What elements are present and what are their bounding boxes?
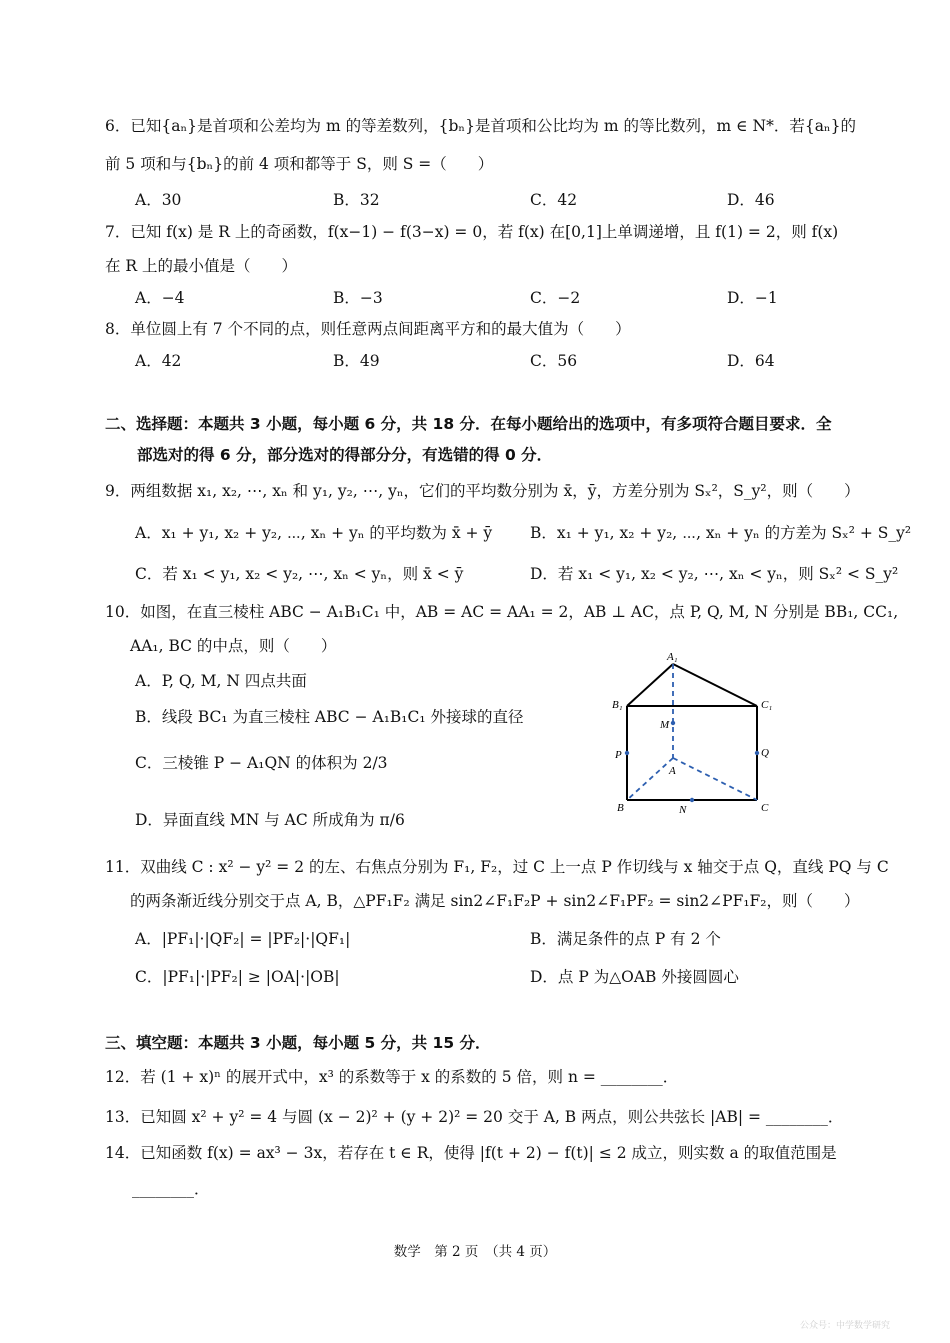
- q6-line1: 6．已知{aₙ}是首项和公差均为 m 的等差数列，{bₙ}是首项和公比均为 m 的等比数列，m ∈ N*．若{aₙ}的: [105, 117, 856, 135]
- q8-line1: 8．单位圆上有 7 个不同的点，则任意两点间距离平方和的最大值为（ ）: [105, 320, 631, 338]
- q6-option-d: D．46: [727, 191, 775, 209]
- q9-option-a: A．x₁ + y₁, x₂ + y₂, ⋯, xₙ + yₙ 的平均数为 x̄ + ȳ: [135, 524, 493, 542]
- q9-option-c: C．若 x₁ < y₁, x₂ < y₂, ⋯, xₙ < yₙ，则 x̄ < ȳ: [135, 565, 464, 583]
- q6-option-c: C．42: [530, 191, 578, 209]
- q9-option-b: B．x₁ + y₁, x₂ + y₂, ⋯, xₙ + yₙ 的方差为 Sₓ² + S_y²: [530, 524, 912, 542]
- q12-line1: 12．若 (1 + x)ⁿ 的展开式中，x³ 的系数等于 x 的系数的 5 倍，则 n = ________．: [105, 1068, 679, 1086]
- point-p: [625, 751, 629, 755]
- q9-option-d: D．若 x₁ < y₁, x₂ < y₂, ⋯, xₙ < yₙ，则 Sₓ² < S_y²: [530, 565, 899, 583]
- label-p: P: [615, 749, 622, 761]
- q8-option-a: A．42: [135, 352, 182, 370]
- point-m: [671, 721, 675, 725]
- edge-ac-hidden: [673, 758, 757, 800]
- edge-a1b1: [627, 664, 673, 706]
- q13-line1: 13．已知圆 x² + y² = 4 与圆 (x − 2)² + (y + 2)² = 20 交于 A, B 两点，则公共弦长 |AB| = ________．: [105, 1108, 844, 1126]
- q14-line1: 14．已知函数 f(x) = ax³ − 3x，若存在 t ∈ R，使得 |f(t + 2) − f(t)| ≤ 2 成立，则实数 a 的取值范围是: [105, 1144, 837, 1162]
- q7-line1: 7．已知 f(x) 是 R 上的奇函数，f(x−1) − f(3−x) = 0，若 f(x) 在[0,1]上单调递增，且 f(1) = 2，则 f(x): [105, 223, 839, 241]
- q14-line2: ________．: [132, 1180, 210, 1198]
- label-b: B: [617, 802, 624, 814]
- q6-line2: 前 5 项和与{bₙ}的前 4 项和都等于 S，则 S =（ ）: [105, 155, 494, 173]
- section2-heading-cont: 部选对的得 6 分，部分选对的得部分分，有选错的得 0 分．: [137, 446, 553, 464]
- q10-option-a: A．P, Q, M, N 四点共面: [135, 672, 307, 690]
- q7-line2: 在 R 上的最小值是（ ）: [105, 257, 298, 275]
- q11-line1: 11．双曲线 C : x² − y² = 2 的左、右焦点分别为 F₁, F₂，过 C 上一点 P 作切线与 x 轴交于点 Q，直线 PQ 与 C: [105, 858, 889, 876]
- q11-line2: 的两条渐近线分别交于点 A, B，△PF₁F₂ 满足 sin2∠F₁F₂P + sin2∠F₁PF₂ = sin2∠PF₁F₂，则（ ）: [130, 892, 860, 910]
- q11-option-c: C．|PF₁|·|PF₂| ≥ |OA|·|OB|: [135, 968, 340, 986]
- edge-ab-hidden: [627, 758, 673, 800]
- label-q: Q: [761, 747, 769, 759]
- q11-option-b: B．满足条件的点 P 有 2 个: [530, 930, 721, 948]
- q11-option-d: D．点 P 为△OAB 外接圆圆心: [530, 968, 739, 986]
- label-a: A: [669, 765, 676, 777]
- watermark: 公众号：中学数学研究: [799, 1321, 890, 1331]
- section2-heading: 二、选择题：本题共 3 小题，每小题 6 分，共 18 分．在每小题给出的选项中，有多项符合题目要求．全: [105, 415, 832, 433]
- q8-option-c: C．56: [530, 352, 578, 370]
- q10-option-c: C．三棱锥 P − A₁QN 的体积为 2/3: [135, 754, 388, 772]
- q8-option-d: D．64: [727, 352, 775, 370]
- q7-option-d: D．−1: [727, 289, 778, 307]
- q10-line1: 10．如图，在直三棱柱 ABC − A₁B₁C₁ 中，AB = AC = AA₁ = 2，AB ⊥ AC，点 P, Q, M, N 分别是 BB₁, CC₁,: [105, 603, 899, 621]
- q11-option-a: A．|PF₁|·|QF₂| = |PF₂|·|QF₁|: [135, 930, 351, 948]
- point-q: [755, 751, 759, 755]
- label-c1: C₁: [761, 699, 773, 711]
- point-n: [690, 798, 694, 802]
- q8-option-b: B．49: [333, 352, 380, 370]
- q9-line1: 9．两组数据 x₁, x₂, ⋯, xₙ 和 y₁, y₂, ⋯, yₙ，它们的平均数分别为 x̄，ȳ，方差分别为 Sₓ²，S_y²，则（ ）: [105, 482, 860, 500]
- label-b1: B₁: [612, 699, 623, 711]
- section3-heading: 三、填空题：本题共 3 小题，每小题 5 分，共 15 分．: [105, 1034, 491, 1052]
- page-footer: 数学 第 2 页 （共 4 页）: [393, 1244, 557, 1260]
- q7-option-a: A．−4: [135, 289, 185, 307]
- label-n: N: [679, 804, 687, 816]
- q10-option-b: B．线段 BC₁ 为直三棱柱 ABC − A₁B₁C₁ 外接球的直径: [135, 708, 524, 726]
- prism-figure: [605, 650, 785, 820]
- edge-a1c1: [673, 664, 757, 706]
- q7-option-b: B．−3: [333, 289, 383, 307]
- label-c: C: [761, 802, 769, 814]
- label-a1: A₁: [667, 651, 678, 663]
- q6-option-a: A．30: [135, 191, 182, 209]
- label-m: M: [660, 719, 670, 731]
- q10-option-d: D．异面直线 MN 与 AC 所成角为 π/6: [135, 811, 405, 829]
- q6-option-b: B．32: [333, 191, 380, 209]
- q10-line2: AA₁, BC 的中点，则（ ）: [130, 637, 337, 655]
- q7-option-c: C．−2: [530, 289, 581, 307]
